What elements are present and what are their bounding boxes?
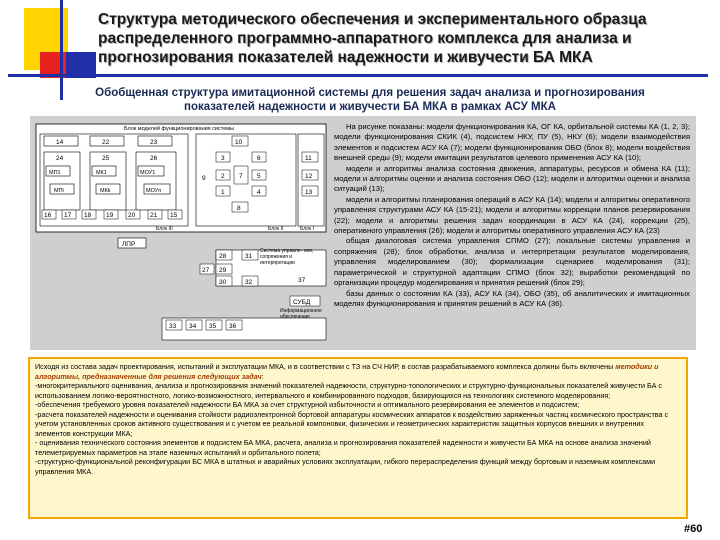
lpr-label: ЛПР xyxy=(122,241,136,248)
node-8-label: 8 xyxy=(237,205,241,212)
node-23-label: 23 xyxy=(150,139,158,146)
node-31-label: 31 xyxy=(245,253,253,260)
node-20-label: 20 xyxy=(128,212,136,219)
node-4-label: 4 xyxy=(257,189,261,196)
node-6-label: 6 xyxy=(257,155,261,162)
model-mpl-label: МПl xyxy=(54,188,64,194)
node-2-label: 2 xyxy=(221,173,225,180)
task-item: -многокритериального оценивания, анализа и прогнозирования значений показателей надежности, структурно-топологических и структурно-функциональных показателей живучести БА с использованием логико-вероятностного, логико-возможностного, интервального и комбинированного подходов, базирующихся на технологиях системного моделирования; xyxy=(35,381,662,400)
deco-vertical-line xyxy=(60,0,63,100)
node-32-label: 32 xyxy=(245,279,253,286)
node-14-label: 14 xyxy=(56,139,64,146)
tasks-emphasis: методики и алгоритмы, предназначенные для решения следующих задач xyxy=(35,362,659,381)
node-24-label: 24 xyxy=(56,155,64,162)
node-16-label: 16 xyxy=(44,212,52,219)
model-mp1-label: МП1 xyxy=(49,170,61,176)
node-34-label: 34 xyxy=(189,323,197,330)
page-number: #60 xyxy=(684,523,703,535)
node-13-label: 13 xyxy=(305,189,313,196)
node-12-label: 12 xyxy=(305,173,313,180)
node-25-label: 25 xyxy=(102,155,110,162)
diagram-subtitle: Обобщенная структура имитационной системы для решения задач анализа и прогнозирования показателей надежности и живучести БА МКА в рамках АСУ МКА xyxy=(95,87,645,113)
node-27-label: 27 xyxy=(202,267,210,274)
description-paragraph: базы данных о состоянии КА (33), АСУ КА (34), ОБО (35), об аналитических и имитационных моделях функционирования и принятия решений в АСУ КА (36). xyxy=(334,288,690,308)
node-26-label: 26 xyxy=(150,155,158,162)
node-15-label: 15 xyxy=(170,212,178,219)
node-9-label: 9 xyxy=(202,175,206,182)
node-19-label: 19 xyxy=(106,212,114,219)
description-paragraph: общая диалоговая система управления СПМО (27); локальные системы управления и сопряжения (28); блок обработки, анализа и интерпретации результатов моделирования, управления моделированием (30); формализации сценариев моделирования (31); параметрической и структурной адаптации СПМО (блок 32); выработки рекомендаций по организации процедур моделирования и принятия решений (блок 29); xyxy=(334,236,690,288)
node-30-label: 30 xyxy=(219,279,227,286)
node-36-label: 36 xyxy=(229,323,237,330)
node-5-label: 5 xyxy=(257,173,261,180)
node-22-label: 22 xyxy=(102,139,110,146)
model-mk1-label: МК1 xyxy=(96,170,107,176)
task-item: -структурно-функциональной реконфигурации БС МКА в штатных и аварийных условиях эксплуатации, гибкого перераспределения функций между бортовым и наземным комплексами управления МКА. xyxy=(35,457,656,476)
block-iii-label: Блок III xyxy=(156,226,173,232)
bottom-row-nodes xyxy=(42,210,182,219)
node-17-label: 17 xyxy=(64,212,72,219)
model-moun-label: МОУn xyxy=(146,188,162,194)
model-mou1-label: МОУ1 xyxy=(140,170,156,176)
task-item: -расчета показателей надежности и оценивания стойкости радиоэлектронной бортовой аппаратуры космических аппаратов к воздействию заряженных частиц космического пространства с учетом установленных сроков активного существования и с учетом ее реальной компоновки, физических и геометрических характеристик защитных корпусов внешних и внутренних элементов конструкции МКА; xyxy=(35,409,669,438)
node-28-label: 28 xyxy=(219,253,227,260)
task-item: - оценивания технического состояния элементов и подсистем БА МКА, расчета, анализа и прогнозирования показателей надежности и живучести БА МКА на основе анализа значений телеметрируемых параметров на этапе наземных испытаний и орбитального полета; xyxy=(35,438,651,457)
node-37-label: 37 xyxy=(298,277,306,284)
description-paragraph: модели и алгоритмы анализа состояния движения, аппаратуры, ресурсов и обмена КА (11); модели и алгоритмы оценки и анализа состояния ОБО (12); модели и алгоритмы оценки и анализа ситуаций (13); xyxy=(334,163,690,194)
page-title: Структура методического обеспечения и экспериментального образца распределенного программно-аппаратного комплекса для анализа и прогнозирования показателей надежности и живучести БА МКА xyxy=(98,11,647,66)
node-10-label: 10 xyxy=(235,139,243,146)
tasks-intro xyxy=(35,362,681,381)
structure-diagram xyxy=(34,120,328,346)
info-support-label: Информационное обеспечение xyxy=(280,308,322,320)
model-mkk-label: МКk xyxy=(100,188,111,194)
figure-description xyxy=(334,122,690,309)
node-1-label: 1 xyxy=(221,189,225,196)
tasks-intro-colon: : xyxy=(261,371,264,381)
node-3-label: 3 xyxy=(221,155,225,162)
support-system-label-wrap xyxy=(260,248,326,276)
support-system-label: Система управле- ния, сопряжения и интерпретации xyxy=(260,248,314,266)
block-ii-label: Блок II xyxy=(268,226,284,232)
info-support-label-wrap xyxy=(280,308,328,328)
description-paragraph: На рисунке показаны: модели функционирования КА, ОГ КА, орбитальной системы КА (1, 2, 3); модели функционирования СКИК (4), подсистем НКУ, ПУ (5), НКУ (6); модели взаимодействия элементов и подсистем АСУ КА (7); модели функционирования ОБО (блок 8); модели воздействия внешней среды (9); модели имитации результатов целевого применения АСУ КА (10); xyxy=(334,122,690,163)
node-35-label: 35 xyxy=(209,323,217,330)
model-block-header: Блок моделей функционирования системы xyxy=(124,126,235,132)
block-i-label: Блок I xyxy=(300,226,314,232)
node-18-label: 18 xyxy=(84,212,92,219)
description-paragraph: модели и алгоритмы планирования операций в АСУ КА (14); модели и алгоритмы оперативного управления структурами АСУ КА (15-21); модели и алгоритмы коррекции планов резервирования (22); модели и алгоритмы решения задач координации в АСУ КА (24), коррекции (25), оперативного управления (26); модели и алгоритмы оперативного управления АСУ КА (23) xyxy=(334,194,690,236)
node-11-label: 11 xyxy=(305,155,312,162)
subd-label: СУБД xyxy=(293,299,311,306)
node-29-label: 29 xyxy=(219,267,227,274)
deco-horizontal-line xyxy=(8,74,708,77)
task-item: -обеспечения требуемого уровня показателей надежности БА МКА за счет структурной избыточности и оптимального резервирования ее элементов и подсистем; xyxy=(35,400,580,409)
node-21-label: 21 xyxy=(150,212,158,219)
tasks-box xyxy=(28,357,688,519)
node-33-label: 33 xyxy=(169,323,177,330)
node-7-label: 7 xyxy=(239,173,243,180)
tasks-intro-text: Исходя из состава задач проектирования, испытаний и эксплуатации МКА, и в соответствии с ТЗ на СЧ НИР, в состав разрабатываемого комплекса должны быть включены xyxy=(35,362,616,371)
